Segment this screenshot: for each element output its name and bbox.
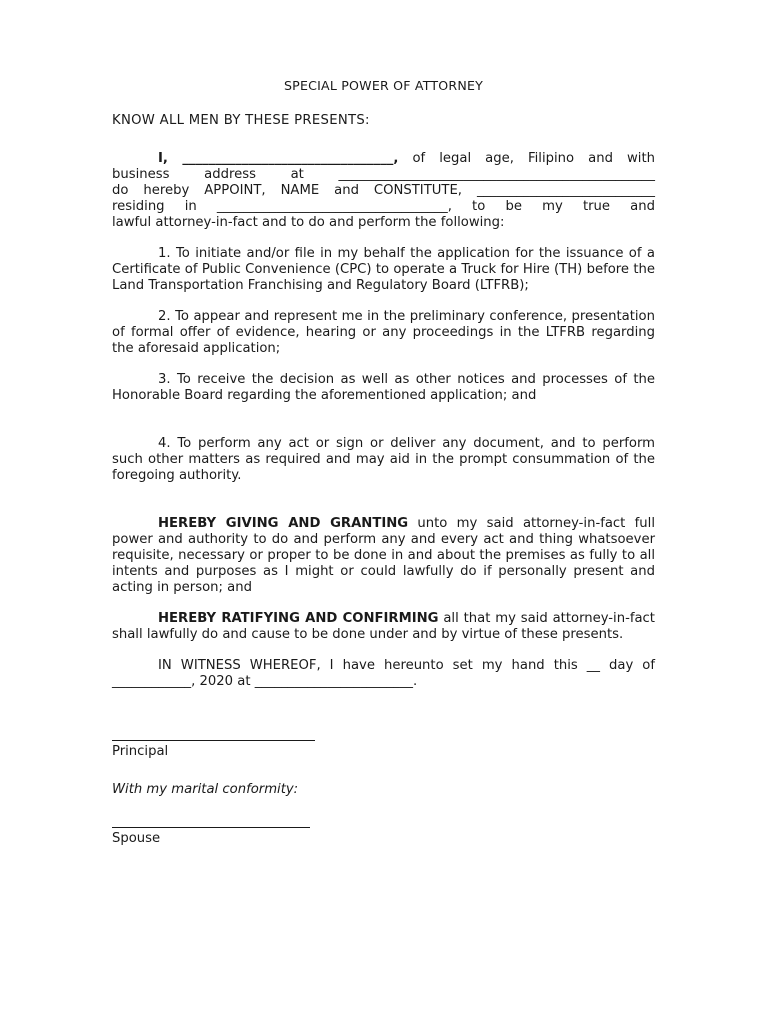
opening-paragraph: [112, 151, 655, 231]
item-1: 1. To initiate and/or file in my behalf the application for the issuance of a Certificate of Public Convenience (CPC) to operate a Truck for Hire (TH) before the Land Transportation Franchising and Regulatory Board (LTFRB);: [112, 246, 655, 293]
business-address-line: business address at ________________________________________________: [112, 167, 655, 182]
principal-signature-line: [112, 740, 315, 741]
intro-line: KNOW ALL MEN BY THESE PRESENTS:: [112, 113, 370, 128]
giving-bold: HEREBY GIVING AND GRANTING: [158, 516, 409, 531]
appoint-line: do hereby APPOINT, NAME and CONSTITUTE, ___________________________: [112, 183, 655, 198]
witness-line-1: IN WITNESS WHEREOF, I have hereunto set my hand this __ day of: [158, 658, 655, 673]
item-4: 4. To perform any act or sign or deliver any document, and to perform such other matters as required and may aid in the prompt consummation of the foregoing authority.: [112, 436, 655, 483]
principal-label: Principal: [112, 744, 169, 759]
giving-paragraph: [112, 516, 655, 596]
item-3: 3. To receive the decision as well as other notices and processes of the Honorable Board regarding the aforementioned application; and: [112, 372, 655, 403]
document-page: [112, 78, 655, 847]
spouse-label: Spouse: [112, 831, 161, 846]
spouse-signature-line: [112, 827, 310, 828]
opening-line1-text: of legal age, Filipino and with: [398, 151, 655, 166]
item-2: 2. To appear and represent me in the preliminary conference, presentation of formal offer of evidence, hearing or any proceedings in the LTFRB regarding the aforesaid application;: [112, 309, 655, 356]
principal-name-blank: I, ________________________________,: [158, 151, 399, 166]
attorney-in-fact-line: lawful attorney-in-fact and to do and perform the following:: [112, 215, 505, 230]
witness-line-2: ____________, 2020 at ________________________.: [112, 674, 418, 689]
ratifying-paragraph: [112, 611, 655, 643]
giving-text: unto my said attorney-in-fact full power and authority to do and perform any and every act and thing whatsoever requisite, necessary or proper to be done in and about the premises as fully to all intents and purposes as I might or could lawfully do if personally present and acting in person; and: [112, 516, 655, 595]
residing-line: residing in ___________________________________, to be my true and: [112, 199, 655, 214]
ratifying-bold: HEREBY RATIFYING AND CONFIRMING: [158, 611, 439, 626]
document-title: SPECIAL POWER OF ATTORNEY: [283, 78, 484, 93]
marital-conformity-text: With my marital conformity:: [112, 782, 299, 797]
ratifying-text: all that my said attorney-in-fact shall lawfully do and cause to be done under and by virtue of these presents.: [112, 611, 655, 642]
